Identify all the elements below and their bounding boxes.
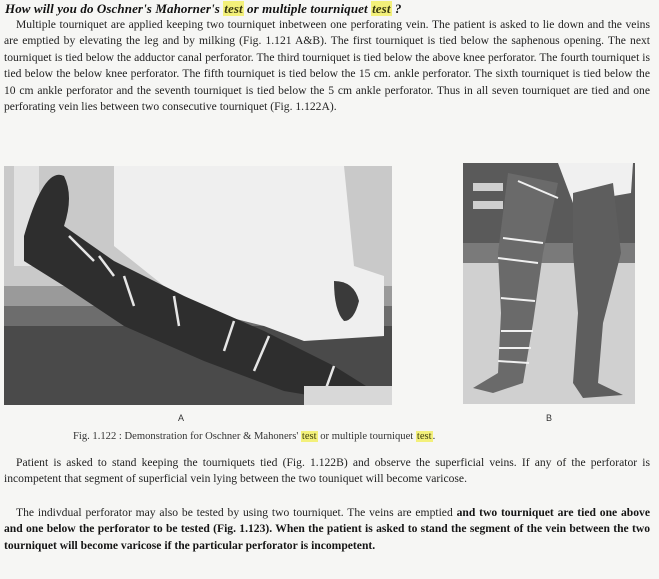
caption-text: . bbox=[432, 431, 436, 442]
paragraph-text: The indivdual perforator may also be tested by using two tourniquet. The veins are emptied bbox=[16, 506, 457, 519]
highlighted-search-term: test bbox=[301, 431, 317, 442]
section-heading bbox=[5, 1, 655, 17]
figure-panel-b-photo bbox=[463, 163, 635, 404]
paragraph-text: Patient is asked to stand keeping the tourniquets tied (Fig. 1.122B) and observe the superficial veins. If any of the perforator is incompetent that segment of superficial vein lying between the two touniquet will become varicose. bbox=[4, 456, 650, 486]
paragraph-procedure bbox=[4, 17, 650, 115]
highlighted-search-term: test bbox=[372, 1, 391, 16]
highlighted-search-term: test bbox=[224, 1, 243, 16]
heading-text: ? bbox=[391, 1, 402, 16]
figure-caption bbox=[73, 431, 435, 442]
leg-standing-photo-icon bbox=[463, 163, 635, 404]
figure-panel-a-photo bbox=[4, 166, 392, 405]
highlighted-search-term: test bbox=[416, 431, 432, 442]
heading-text: or multiple tourniquet bbox=[243, 1, 372, 16]
leg-elevated-photo-icon bbox=[4, 166, 392, 405]
figure-panel-a-label: A bbox=[178, 413, 185, 423]
paragraph-observation bbox=[4, 455, 650, 488]
heading-text: How will you do Oschner's Mahorner's bbox=[5, 1, 224, 16]
paragraph-individual-perforator bbox=[4, 505, 650, 554]
figure-panel-b-label: B bbox=[546, 413, 553, 423]
paragraph-text: Multiple tourniquet are applied keeping two tourniquet inbetween one perforating vein. The patient is asked to lie down and the veins are emptied by elevating the leg and by milking (Fig. 1.121 A&B). The first tourniquet is tied below the saphenous opening. The next tourniquet is tied below the adductor canal perforator. The third tourniquet is tied below the above knee perforator. The fourth tourniquet is tied below the below knee perforator. The fifth tourniquet is tied below the 15 cm. ankle perforator. The sixth tourniquet is tied below the 10 cm ankle perforator and the seventh tourniquet is tied below the 5 cm ankle perforator. Thus in all seven tourniquet are tied and one perforating vein lies between two consecutive tourniquet (Fig. 1.122A). bbox=[4, 18, 650, 114]
caption-text: Fig. 1.122 : Demonstration for Oschner & Mahoners' bbox=[73, 431, 301, 442]
paragraph-text: and two tourniquet are tied one above and one below the perforator to be tested (Fig. 1.123). When the patient is asked to stand the segment of the vein between the two tourniquet will become varicose if the particular perforator is incompetent. bbox=[4, 506, 650, 552]
caption-text: or multiple tourniquet bbox=[317, 431, 416, 442]
